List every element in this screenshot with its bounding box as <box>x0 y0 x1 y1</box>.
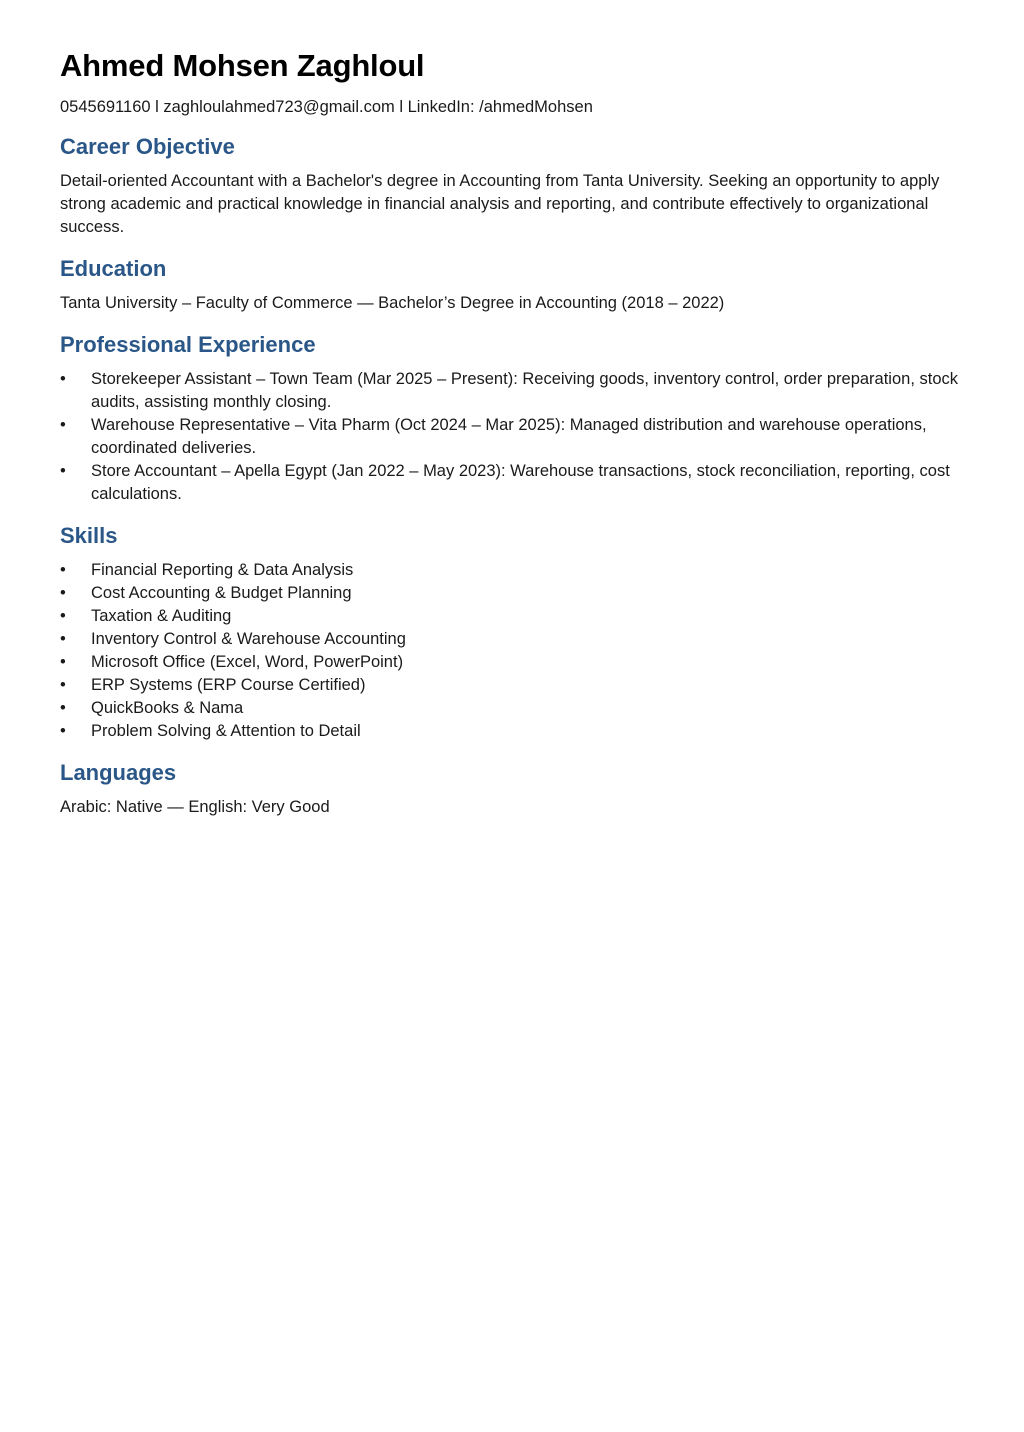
skill-item <box>60 651 970 674</box>
skill-text: Financial Reporting & Data Analysis <box>91 561 354 579</box>
skill-item <box>60 720 970 743</box>
section-title-education: Education <box>60 256 167 281</box>
skills-list <box>60 559 970 743</box>
skill-text: Microsoft Office (Excel, Word, PowerPoint) <box>91 653 404 671</box>
career-objective-text: Detail-oriented Accountant with a Bachelor's degree in Accounting from Tanta University. Seeking an opportunity to apply strong academic and practical knowledge in financial analysis and reporting, and contribute effectively to organizational success. <box>60 172 940 236</box>
skill-item <box>60 697 970 720</box>
bullet-icon: • <box>60 699 66 717</box>
skill-item <box>60 582 970 605</box>
skill-text: Cost Accounting & Budget Planning <box>91 584 352 602</box>
skill-item <box>60 628 970 651</box>
experience-item-text: Store Accountant – Apella Egypt (Jan 2022 – May 2023): Warehouse transactions, stock reconciliation, reporting, cost calculations. <box>91 462 950 503</box>
section-title-languages: Languages <box>60 760 177 785</box>
skill-text: ERP Systems (ERP Course Certified) <box>91 676 366 694</box>
section-title-experience: Professional Experience <box>60 332 316 357</box>
bullet-icon: • <box>60 416 66 434</box>
skill-text: Inventory Control & Warehouse Accounting <box>91 630 406 648</box>
career-objective-section <box>60 134 970 239</box>
skill-item <box>60 559 970 582</box>
bullet-icon: • <box>60 584 66 602</box>
experience-list <box>60 368 970 506</box>
section-title-career-objective: Career Objective <box>60 134 235 159</box>
experience-item <box>60 460 970 506</box>
bullet-icon: • <box>60 462 66 480</box>
bullet-icon: • <box>60 676 66 694</box>
bullet-icon: • <box>60 630 66 648</box>
languages-section <box>60 760 970 819</box>
experience-item-text: Storekeeper Assistant – Town Team (Mar 2025 – Present): Receiving goods, inventory control, order preparation, stock audits, assisting monthly closing. <box>91 370 959 411</box>
experience-item <box>60 414 970 460</box>
bullet-icon: • <box>60 370 66 388</box>
section-title-skills: Skills <box>60 523 118 548</box>
experience-item <box>60 368 970 414</box>
bullet-icon: • <box>60 653 66 671</box>
skills-section <box>60 523 970 743</box>
bullet-icon: • <box>60 607 66 625</box>
skill-item <box>60 605 970 628</box>
education-text: Tanta University – Faculty of Commerce — Bachelor’s Degree in Accounting (2018 – 2022) <box>60 294 725 312</box>
skill-text: QuickBooks & Nama <box>91 699 244 717</box>
skill-item <box>60 674 970 697</box>
bullet-icon: • <box>60 561 66 579</box>
education-section <box>60 256 970 315</box>
experience-item-text: Warehouse Representative – Vita Pharm (Oct 2024 – Mar 2025): Managed distribution and warehouse operations, coordinated deliveries. <box>91 416 927 457</box>
languages-text: Arabic: Native — English: Very Good <box>60 798 330 816</box>
experience-section <box>60 332 970 506</box>
candidate-name: Ahmed Mohsen Zaghloul <box>60 48 425 83</box>
skill-text: Taxation & Auditing <box>91 607 232 625</box>
bullet-icon: • <box>60 722 66 740</box>
contact-info: 0545691160 l zaghloulahmed723@gmail.com l LinkedIn: /ahmedMohsen <box>60 98 593 116</box>
skill-text: Problem Solving & Attention to Detail <box>91 722 361 740</box>
